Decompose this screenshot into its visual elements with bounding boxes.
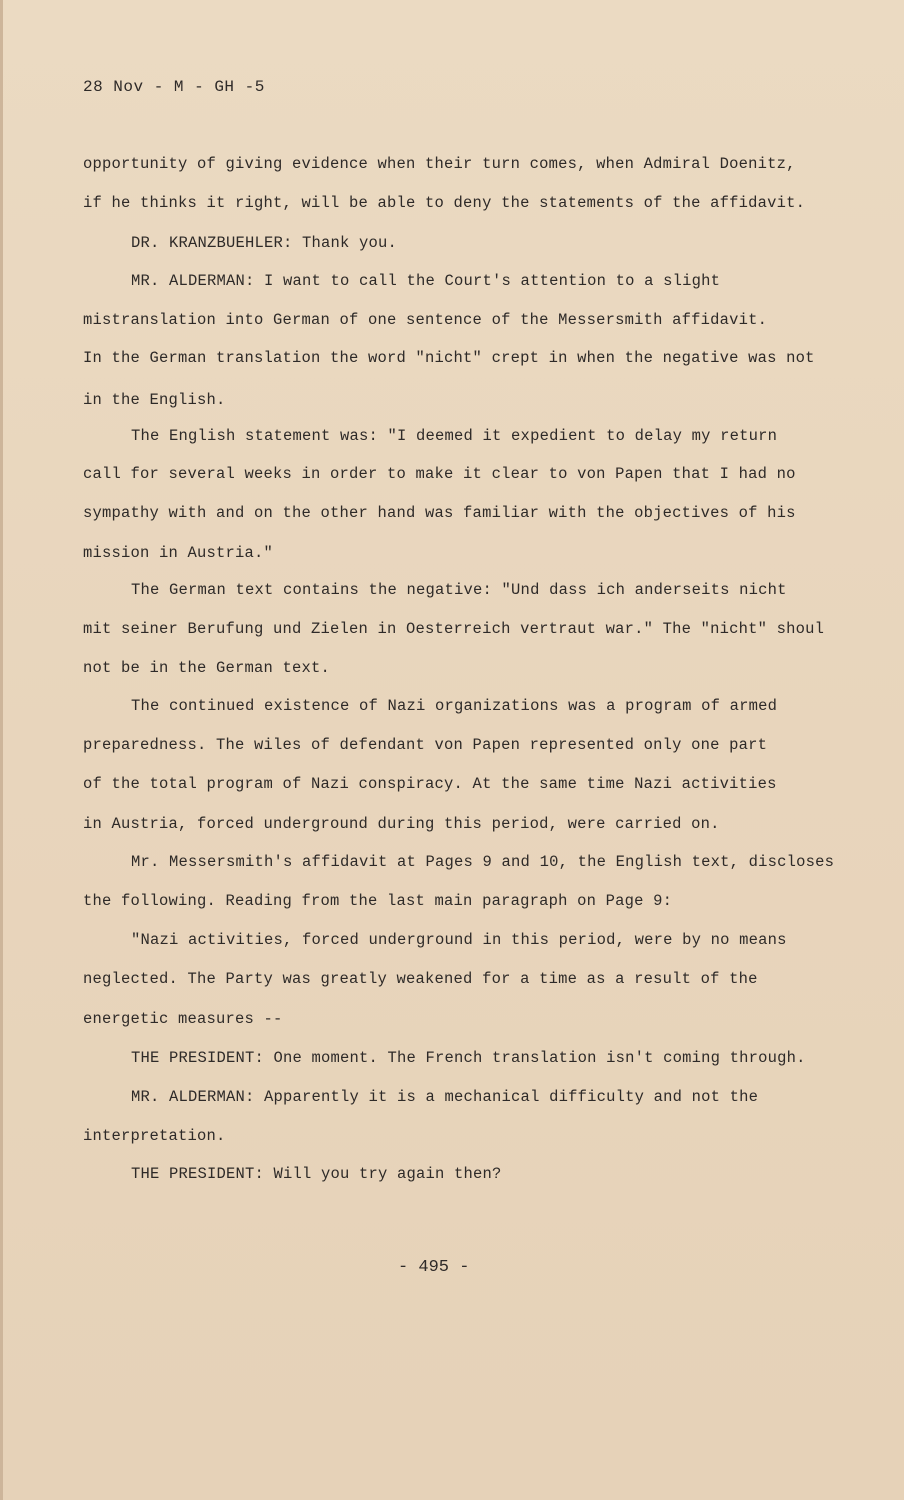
text-line: neglected. The Party was greatly weakened for a time as a result of the: [83, 970, 758, 988]
text-line: in the English.: [83, 391, 226, 409]
text-line: MR. ALDERMAN: Apparently it is a mechanical difficulty and not the: [131, 1088, 759, 1106]
text-line: sympathy with and on the other hand was familiar with the objectives of his: [83, 504, 796, 522]
text-line: THE PRESIDENT: One moment. The French translation isn't coming through.: [131, 1049, 806, 1067]
text-line: The German text contains the negative: "Und dass ich anderseits nicht: [131, 581, 787, 599]
text-line: The English statement was: "I deemed it expedient to delay my return: [131, 427, 778, 445]
text-line: if he thinks it right, will be able to deny the statements of the affidavit.: [83, 194, 806, 212]
text-line: not be in the German text.: [83, 659, 331, 677]
text-line: mission in Austria.": [83, 544, 274, 562]
text-line: mistranslation into German of one sentence of the Messersmith affidavit.: [83, 311, 768, 329]
text-line: DR. KRANZBUEHLER: Thank you.: [131, 234, 398, 252]
text-line: "Nazi activities, forced underground in this period, were by no means: [131, 931, 787, 949]
text-line: opportunity of giving evidence when their turn comes, when Admiral Doenitz,: [83, 155, 796, 173]
text-line: preparedness. The wiles of defendant von Papen represented only one part: [83, 736, 768, 754]
text-line: the following. Reading from the last main paragraph on Page 9:: [83, 892, 673, 910]
text-line: call for several weeks in order to make it clear to von Papen that I had no: [83, 465, 796, 483]
text-line: In the German translation the word "nicht" crept in when the negative was not: [83, 349, 815, 367]
page-number: - 495 -: [398, 1258, 470, 1277]
text-line: energetic measures --: [83, 1010, 283, 1028]
text-line: mit seiner Berufung und Zielen in Oesterreich vertraut war." The "nicht" shoul: [83, 620, 825, 638]
text-line: MR. ALDERMAN: I want to call the Court's attention to a slight: [131, 272, 721, 290]
text-line: interpretation.: [83, 1127, 226, 1145]
text-line: THE PRESIDENT: Will you try again then?: [131, 1165, 502, 1183]
text-line: The continued existence of Nazi organizations was a program of armed: [131, 697, 778, 715]
text-line: Mr. Messersmith's affidavit at Pages 9 and 10, the English text, discloses: [131, 853, 835, 871]
text-line: of the total program of Nazi conspiracy. At the same time Nazi activities: [83, 775, 777, 793]
text-line: in Austria, forced underground during this period, were carried on.: [83, 815, 720, 833]
page-header: 28 Nov - M - GH -5: [83, 78, 265, 96]
